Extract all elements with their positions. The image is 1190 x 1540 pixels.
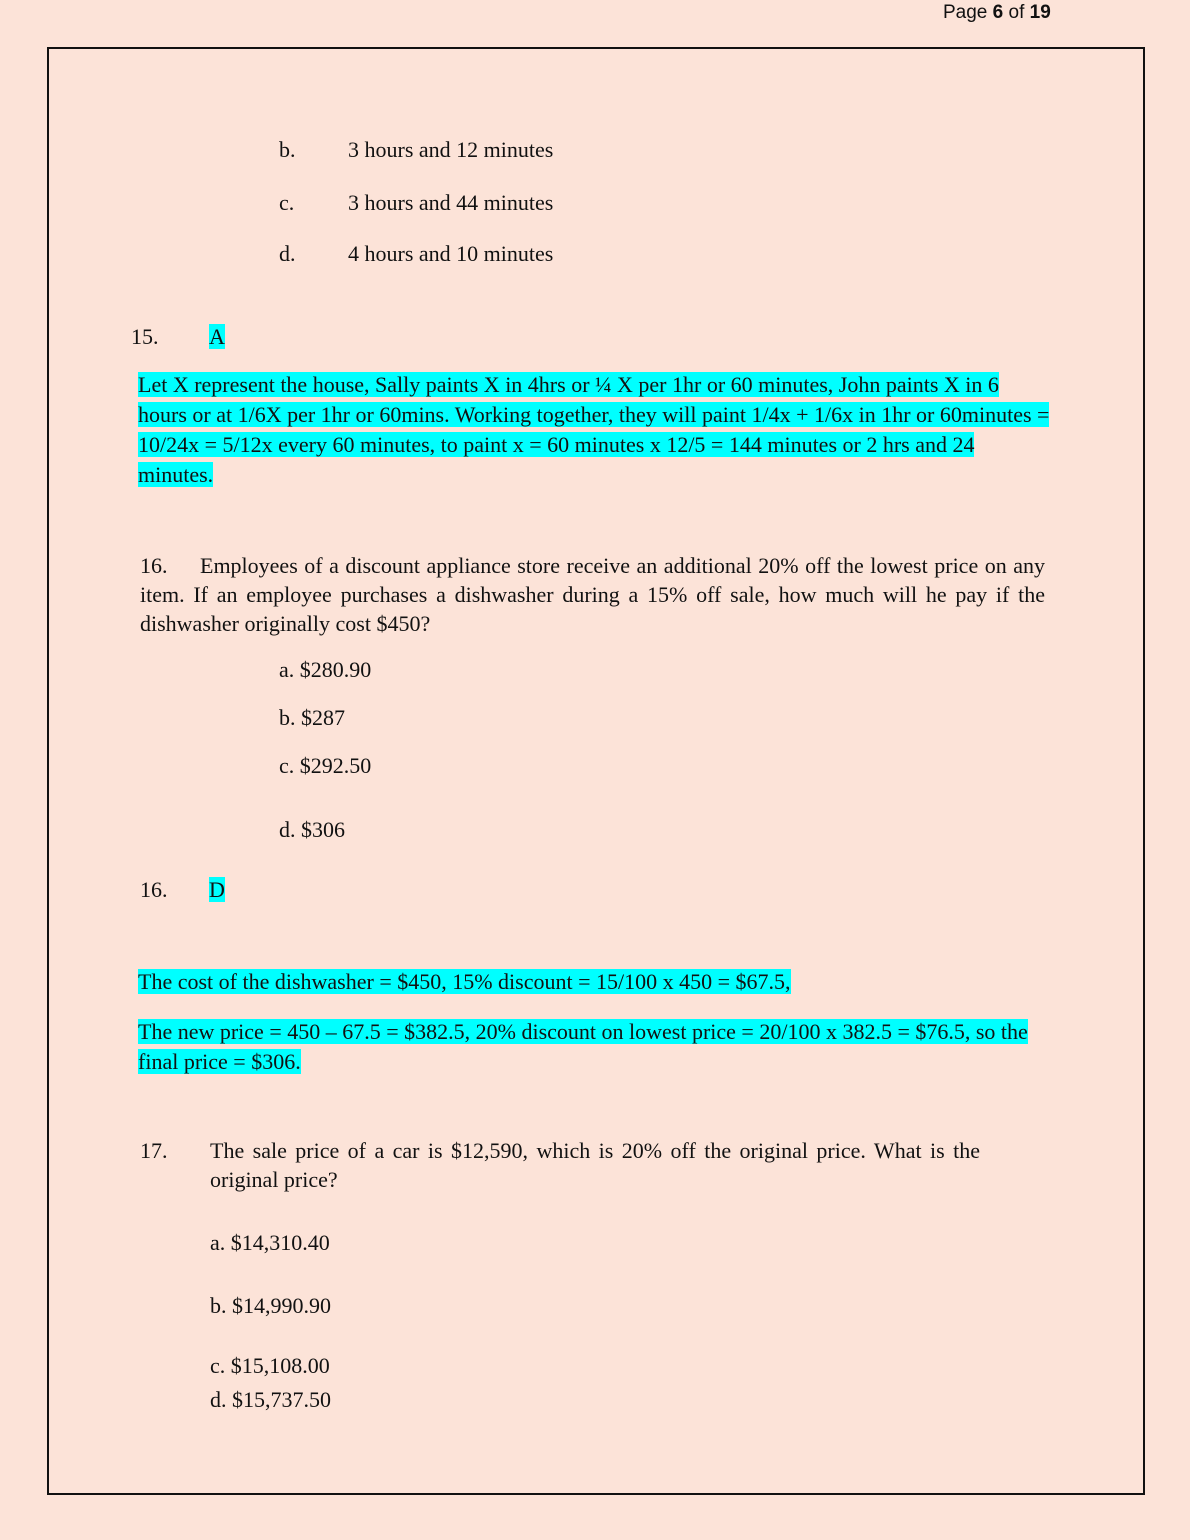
answer-number: 16. — [140, 877, 168, 902]
answer-letter: D — [209, 877, 225, 902]
option-letter: d. — [279, 241, 296, 266]
option-text: 4 hours and 10 minutes — [348, 241, 554, 266]
answer-explanation: The new price = 450 – 67.5 = $382.5, 20% discount on lowest price = 20/100 x 382.5 = $76.5, so the final price = $306. — [138, 1019, 1028, 1074]
answer-explanation: Let X represent the house, Sally paints X in 4hrs or ¼ X per 1hr or 60 minutes, John paints X in 6 hours or at 1/6X per 1hr or 60mins. Working together, they will paint 1/4x + 1/6x in 1hr or 60minutes = 10/24x = 5/12x every 60 minutes, to paint x = 60 minutes x 12/5 = 144 minutes or 2 hrs and 24 minutes. — [138, 372, 1050, 487]
option: b. $287 — [279, 705, 345, 730]
option-letter: b. — [279, 137, 296, 162]
question-text: Employees of a discount appliance store receive an additional 20% off the lowest price on any item. If an employee purchases a dishwasher during a 15% off sale, how much will he pay if the dishwasher originally cost $450? — [140, 553, 1045, 636]
question-number: 16. — [140, 553, 168, 578]
option-text: 3 hours and 12 minutes — [348, 137, 554, 162]
answer-explanation: The cost of the dishwasher = $450, 15% discount = 15/100 x 450 = $67.5, — [138, 969, 791, 994]
option-letter: c. — [279, 190, 295, 215]
option: d. $306 — [279, 817, 345, 842]
option: a. $280.90 — [279, 657, 372, 682]
answer-letter: A — [209, 324, 225, 349]
page-frame — [47, 47, 1145, 1495]
option: b. $14,990.90 — [210, 1293, 331, 1318]
question-number: 17. — [140, 1138, 168, 1163]
answer-number: 15. — [131, 324, 159, 349]
option-text: 3 hours and 44 minutes — [348, 190, 554, 215]
option: c. $292.50 — [279, 753, 372, 778]
question-text: The sale price of a car is $12,590, which is 20% off the original price. What is the original price? — [210, 1138, 980, 1192]
page-number: Page 6 of 19 — [943, 2, 1051, 23]
option: a. $14,310.40 — [210, 1230, 330, 1255]
option: d. $15,737.50 — [210, 1387, 331, 1412]
option: c. $15,108.00 — [210, 1353, 330, 1378]
